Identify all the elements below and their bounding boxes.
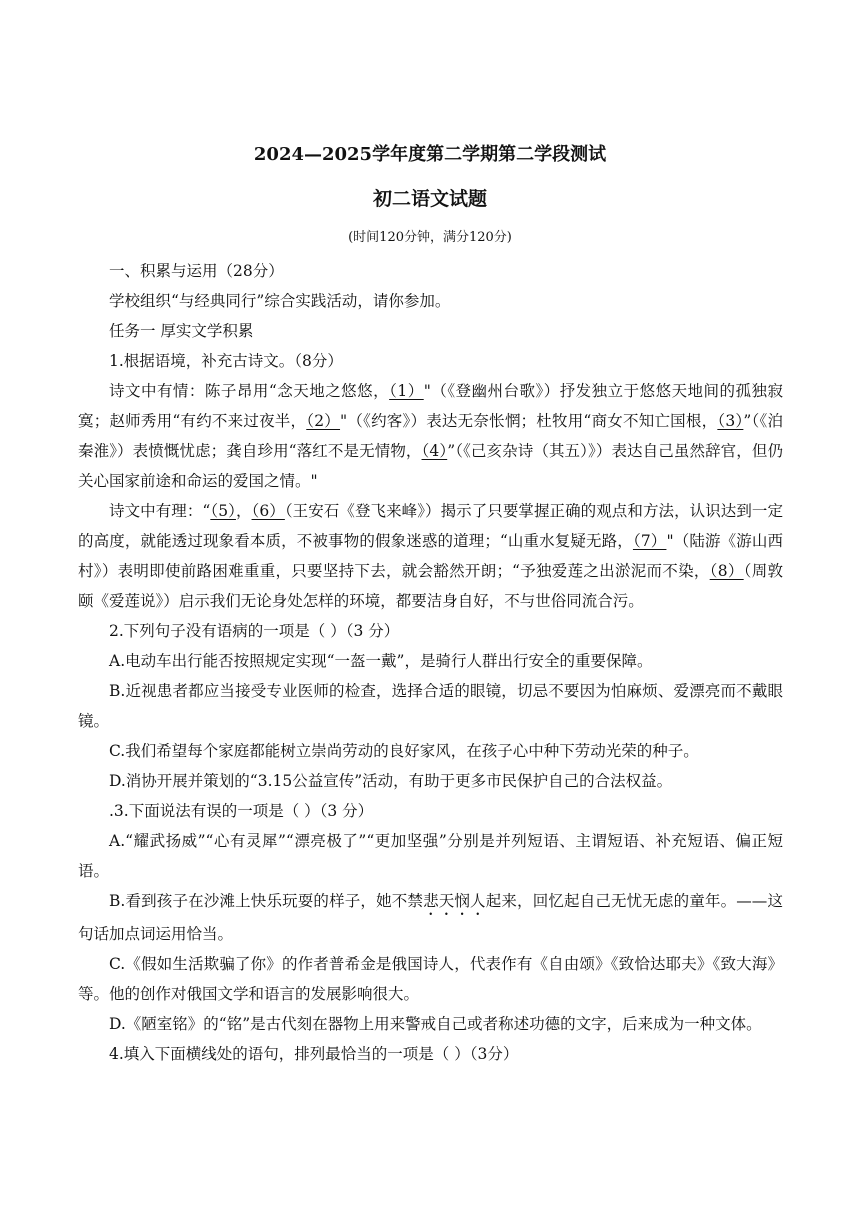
section-intro: 学校组织“与经典同行”综合实践活动，请你参加。 [109, 292, 451, 310]
task-heading: 任务一 厚实文学积累 [109, 322, 254, 340]
question-2-option-b: B.近视患者都应当接受专业医师的检查，选择合适的眼镜，切忌不要因为怕麻烦、爱漂亮而不戴眼镜。 [78, 682, 783, 730]
blank-5: （5） [210, 502, 236, 520]
q3-text: B.看到孩子在沙滩上快乐玩耍的样子，她不禁 [109, 892, 424, 910]
q1-text: "（《登幽州台歌》）抒发独立于悠悠天地间的孤独寂寞；赵师秀用“有约不来过夜半， [78, 382, 783, 430]
q1-text: "（《约客》）表达无奈怅惘；杜牧用“商女不知亡国根， [340, 412, 718, 430]
question-2-option-d: D.消协开展并策划的“3.15公益宣传”活动，有助于更多市民保护自己的合法权益。 [109, 772, 673, 790]
question-3-option-a: A.“耀武扬威”“心有灵犀”“漂亮极了”“更加坚强”分别是并列短语、主谓短语、补充短语、偏正短语。 [78, 832, 783, 880]
dotted-word: 悲天悯人 [423, 892, 486, 910]
question-2-option-c: C.我们希望每个家庭都能树立崇尚劳动的良好家风，在孩子心中种下劳动光荣的种子。 [109, 742, 699, 760]
q1-text: 诗文中有情：陈子昂用“念天地之悠悠， [109, 382, 390, 400]
question-1-paragraph-1 [78, 376, 783, 496]
blank-8: （8） [709, 562, 744, 580]
exam-title: 2024—2025学年度第二学期第二学段测试 [253, 144, 607, 165]
question-1-paragraph-2 [78, 496, 783, 616]
blank-4: （4） [421, 442, 448, 460]
q1-text: ， [235, 502, 252, 520]
q1-text: （周敦颐《爱莲说》）启示我们无论身处怎样的环境，都要洁身自好，不与世俗同流合污。 [78, 562, 783, 610]
question-4-stem: 4.填入下面横线处的语句，排列最恰当的一项是（ ）（3分） [109, 1045, 519, 1063]
q1-text: ”（《泊秦淮》）表愤慨忧虑；龚自珍用“落红不是无情物， [78, 412, 783, 460]
q1-text: ”（《己亥杂诗（其五）》）表达自己虽然辞官，但仍关心国家前途和命运的爱国之情。" [78, 442, 783, 490]
time-note: (时间120分钟，满分120分) [348, 230, 512, 245]
question-2-stem: 2.下列句子没有语病的一项是（ ）（3 分） [109, 622, 400, 640]
section-heading: 一、积累与运用（28分） [109, 262, 284, 280]
q3-text: 起来，回忆起自己无忧无虑的童年。——这句话加点词运用恰当。 [78, 892, 783, 943]
question-3-stem: .3.下面说法有误的一项是（ ）（3 分） [109, 802, 374, 820]
blank-3: （3） [717, 412, 744, 430]
q1-text: "（陆游《游山西村》）表明即使前路困难重重，只要坚持下去，就会豁然开朗；“予独爱莲之出淤泥而不染， [78, 532, 783, 580]
question-3-option-b [78, 886, 783, 949]
blank-2: （2） [306, 412, 341, 430]
blank-6: （6） [251, 502, 285, 520]
question-3-option-c: C.《假如生活欺骗了你》的作者普希金是俄国诗人，代表作有《自由颂》《致恰达耶夫》《致大海》等。他的创作对俄国文学和语言的发展影响很大。 [78, 955, 783, 1003]
exam-subtitle: 初二语文试题 [372, 188, 487, 210]
q1-text: 诗文中有理：“ [109, 502, 211, 520]
question-3-option-d: D.《陋室铭》的“铭”是古代刻在器物上用来警戒自己或者称述功德的文字，后来成为一种文体。 [109, 1015, 762, 1033]
question-1-stem: 1.根据语境，补充古诗文。（8分） [109, 352, 343, 370]
q1-text: （王安石《登飞来峰》）揭示了只要掌握正确的观点和方法，认识达到一定的高度，就能透过现象看本质，不被事物的假象迷惑的道理；“山重水复疑无路， [78, 502, 783, 550]
question-2-option-a: A.电动车出行能否按照规定实现“一盔一戴”，是骑行人群出行安全的重要保障。 [109, 652, 653, 670]
blank-1: （1） [389, 382, 424, 400]
blank-7: （7） [632, 532, 667, 550]
exam-body [78, 256, 783, 1069]
